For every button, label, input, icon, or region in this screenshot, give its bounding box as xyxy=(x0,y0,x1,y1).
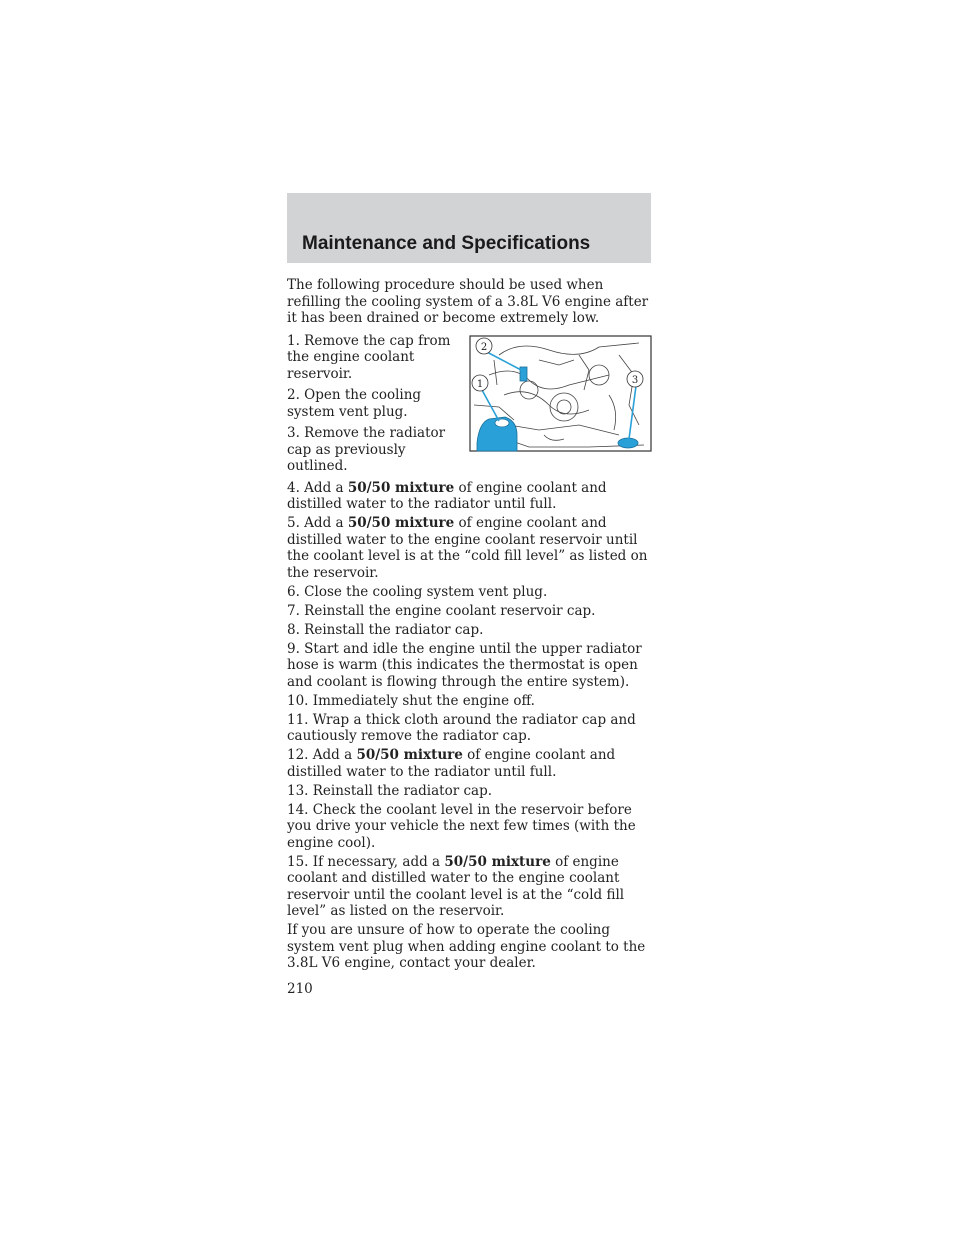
step-text: 12. Add a xyxy=(287,747,357,763)
radiator-cap xyxy=(618,438,638,448)
steps-list xyxy=(287,480,653,920)
intro-paragraph: The following procedure should be used when refilling the cooling system of a 3.8L V6 engine after it has been drained or become extremely low. xyxy=(287,277,649,326)
step-text: 10. Immediately shut the engine off. xyxy=(287,692,535,709)
step-emphasis: 50/50 mixture xyxy=(444,853,551,870)
svg-text:2: 2 xyxy=(480,342,488,353)
step-text: 14. Check the coolant level in the reservoir before you drive your vehicle the next few times (with the engine cool). xyxy=(287,801,636,851)
step-4 xyxy=(287,480,653,513)
closing-paragraph: If you are unsure of how to operate the cooling system vent plug when adding engine coolant to the 3.8L V6 engine, contact your dealer. xyxy=(287,922,646,971)
step-text: of engine coolant and distilled water to the radiator until full. xyxy=(287,747,616,780)
engine-diagram xyxy=(469,335,653,459)
step-12 xyxy=(287,747,653,780)
step-2: 2. Open the cooling system vent plug. xyxy=(287,387,422,420)
step-13 xyxy=(287,783,653,800)
step-5 xyxy=(287,515,653,581)
step-text: 8. Reinstall the radiator cap. xyxy=(287,621,484,638)
step-text: 6. Close the cooling system vent plug. xyxy=(287,583,548,600)
step-emphasis: 50/50 mixture xyxy=(347,479,455,496)
step-text: 15. If necessary, add a xyxy=(287,853,445,870)
step-14 xyxy=(287,802,653,852)
step-9 xyxy=(287,641,653,691)
step-text: of engine coolant and distilled water to the engine coolant reservoir until the coolant level is at the “cold fill level” as listed on the reservoir. xyxy=(287,853,625,919)
step-text: of engine coolant and distilled water to the engine coolant reservoir until the coolant level is at the “cold fill level” as listed on the reservoir. xyxy=(287,515,648,581)
step-10 xyxy=(287,693,653,710)
step-text: 5. Add a xyxy=(287,515,348,531)
step-6 xyxy=(287,584,653,601)
page-number: 210 xyxy=(287,981,313,997)
callout-1 xyxy=(472,375,488,391)
svg-text:1: 1 xyxy=(476,379,484,390)
section-header xyxy=(287,193,651,263)
svg-text:3: 3 xyxy=(631,375,639,386)
step-15 xyxy=(287,854,653,920)
step-text: 13. Reinstall the radiator cap. xyxy=(287,782,493,799)
step-emphasis: 50/50 mixture xyxy=(356,747,463,763)
step-8 xyxy=(287,622,653,639)
step-text: 11. Wrap a thick cloth around the radiator cap and cautiously remove the radiator cap. xyxy=(287,711,636,744)
step-7 xyxy=(287,603,653,620)
step-text: of engine coolant and distilled water to the radiator until full. xyxy=(287,479,607,512)
step-text: 4. Add a xyxy=(287,479,348,496)
step-text: 7. Reinstall the engine coolant reservoir cap. xyxy=(287,602,596,619)
callout-2 xyxy=(476,338,492,354)
step-emphasis: 50/50 mixture xyxy=(347,515,455,531)
reservoir-cap xyxy=(495,419,509,427)
step-11 xyxy=(287,712,653,745)
step-text: 9. Start and idle the engine until the upper radiator hose is warm (this indicates the thermostat is open and coolant is flowing through the entire system). xyxy=(287,640,642,690)
step-1: 1. Remove the cap from the engine coolant reservoir. xyxy=(287,332,451,382)
step-3: 3. Remove the radiator cap as previously outlined. xyxy=(287,425,446,474)
callout-3 xyxy=(627,371,643,387)
section-title: Maintenance and Specifications xyxy=(302,233,591,254)
figure-steps xyxy=(287,333,467,480)
